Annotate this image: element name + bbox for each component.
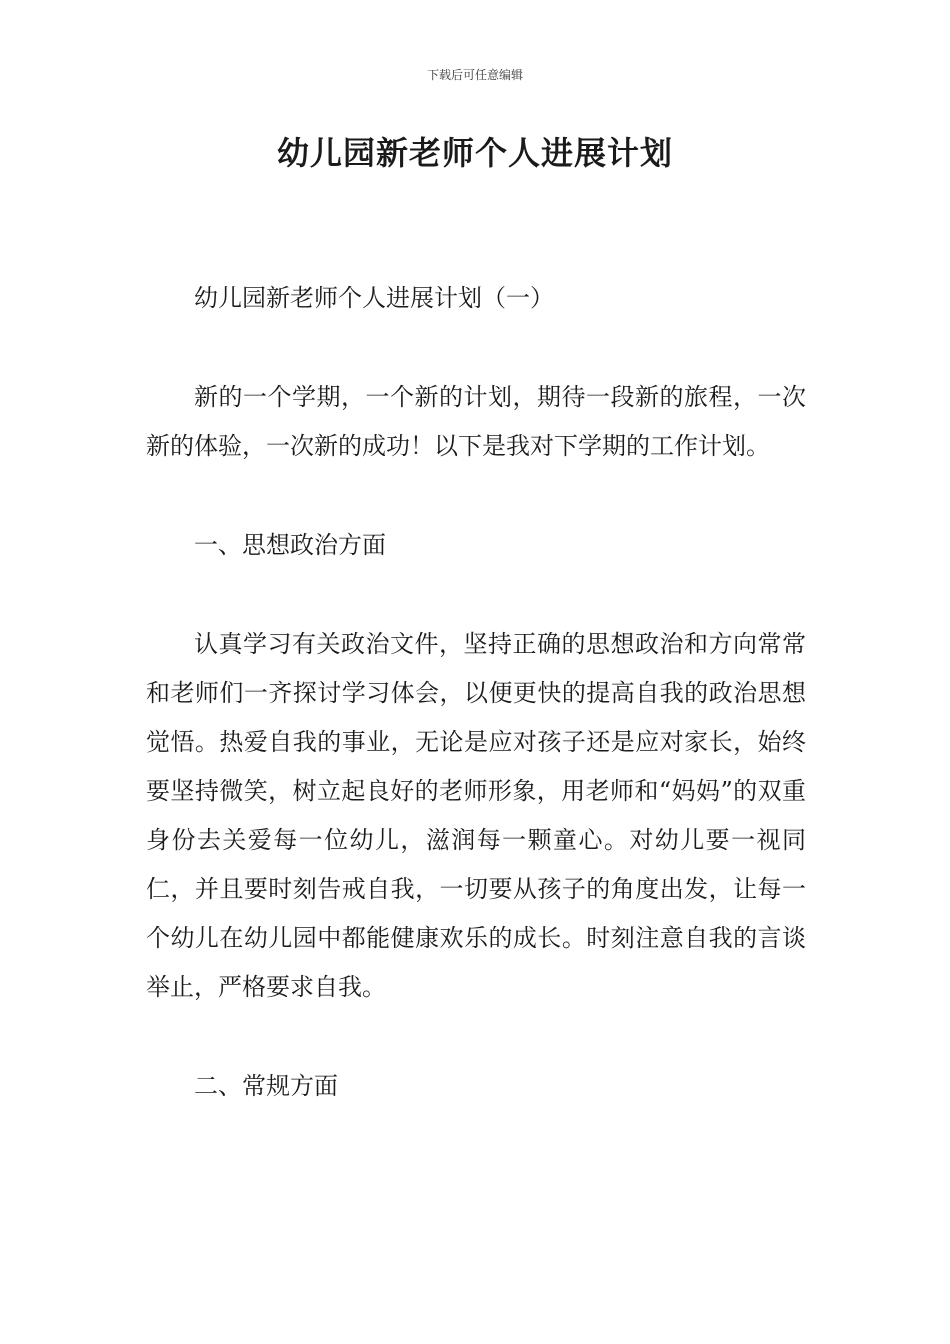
header-note: 下载后可任意编辑 (426, 68, 523, 82)
intro-paragraph: 新的一个学期，一个新的计划，期待一段新的旅程，一次新的体验，一次新的成功！以下是我对下学期的工作计划。 (146, 383, 806, 460)
document-body (146, 274, 806, 1111)
subtitle: 幼儿园新老师个人进展计划（一） (194, 284, 554, 312)
document-title: 幼儿园新老师个人进展计划 (276, 134, 673, 172)
spacer (146, 570, 806, 620)
section-1-paragraph: 认真学习有关政治文件，坚持正确的思想政治和方向常常和老师们一齐探讨学习体会，以便更快的提高自我的政治思想觉悟。热爱自我的事业，无论是应对孩子还是应对家长，始终要坚持微笑，树立起良好的老师形象，用老师和“妈妈”的双重身份去关爱每一位幼儿，滋润每一颗童心。对幼儿要一视同仁，并且要时刻告戒自我，一切要从孩子的角度出发，让每一个幼儿在幼儿园中都能健康欢乐的成长。时刻注意自我的言谈举止，严格要求自我。 (146, 630, 806, 1001)
spacer (146, 471, 806, 521)
section-heading-1: 一、思想政治方面 (194, 531, 386, 559)
section-heading-2: 二、常规方面 (194, 1072, 338, 1100)
spacer (146, 323, 806, 373)
spacer (146, 1012, 806, 1062)
